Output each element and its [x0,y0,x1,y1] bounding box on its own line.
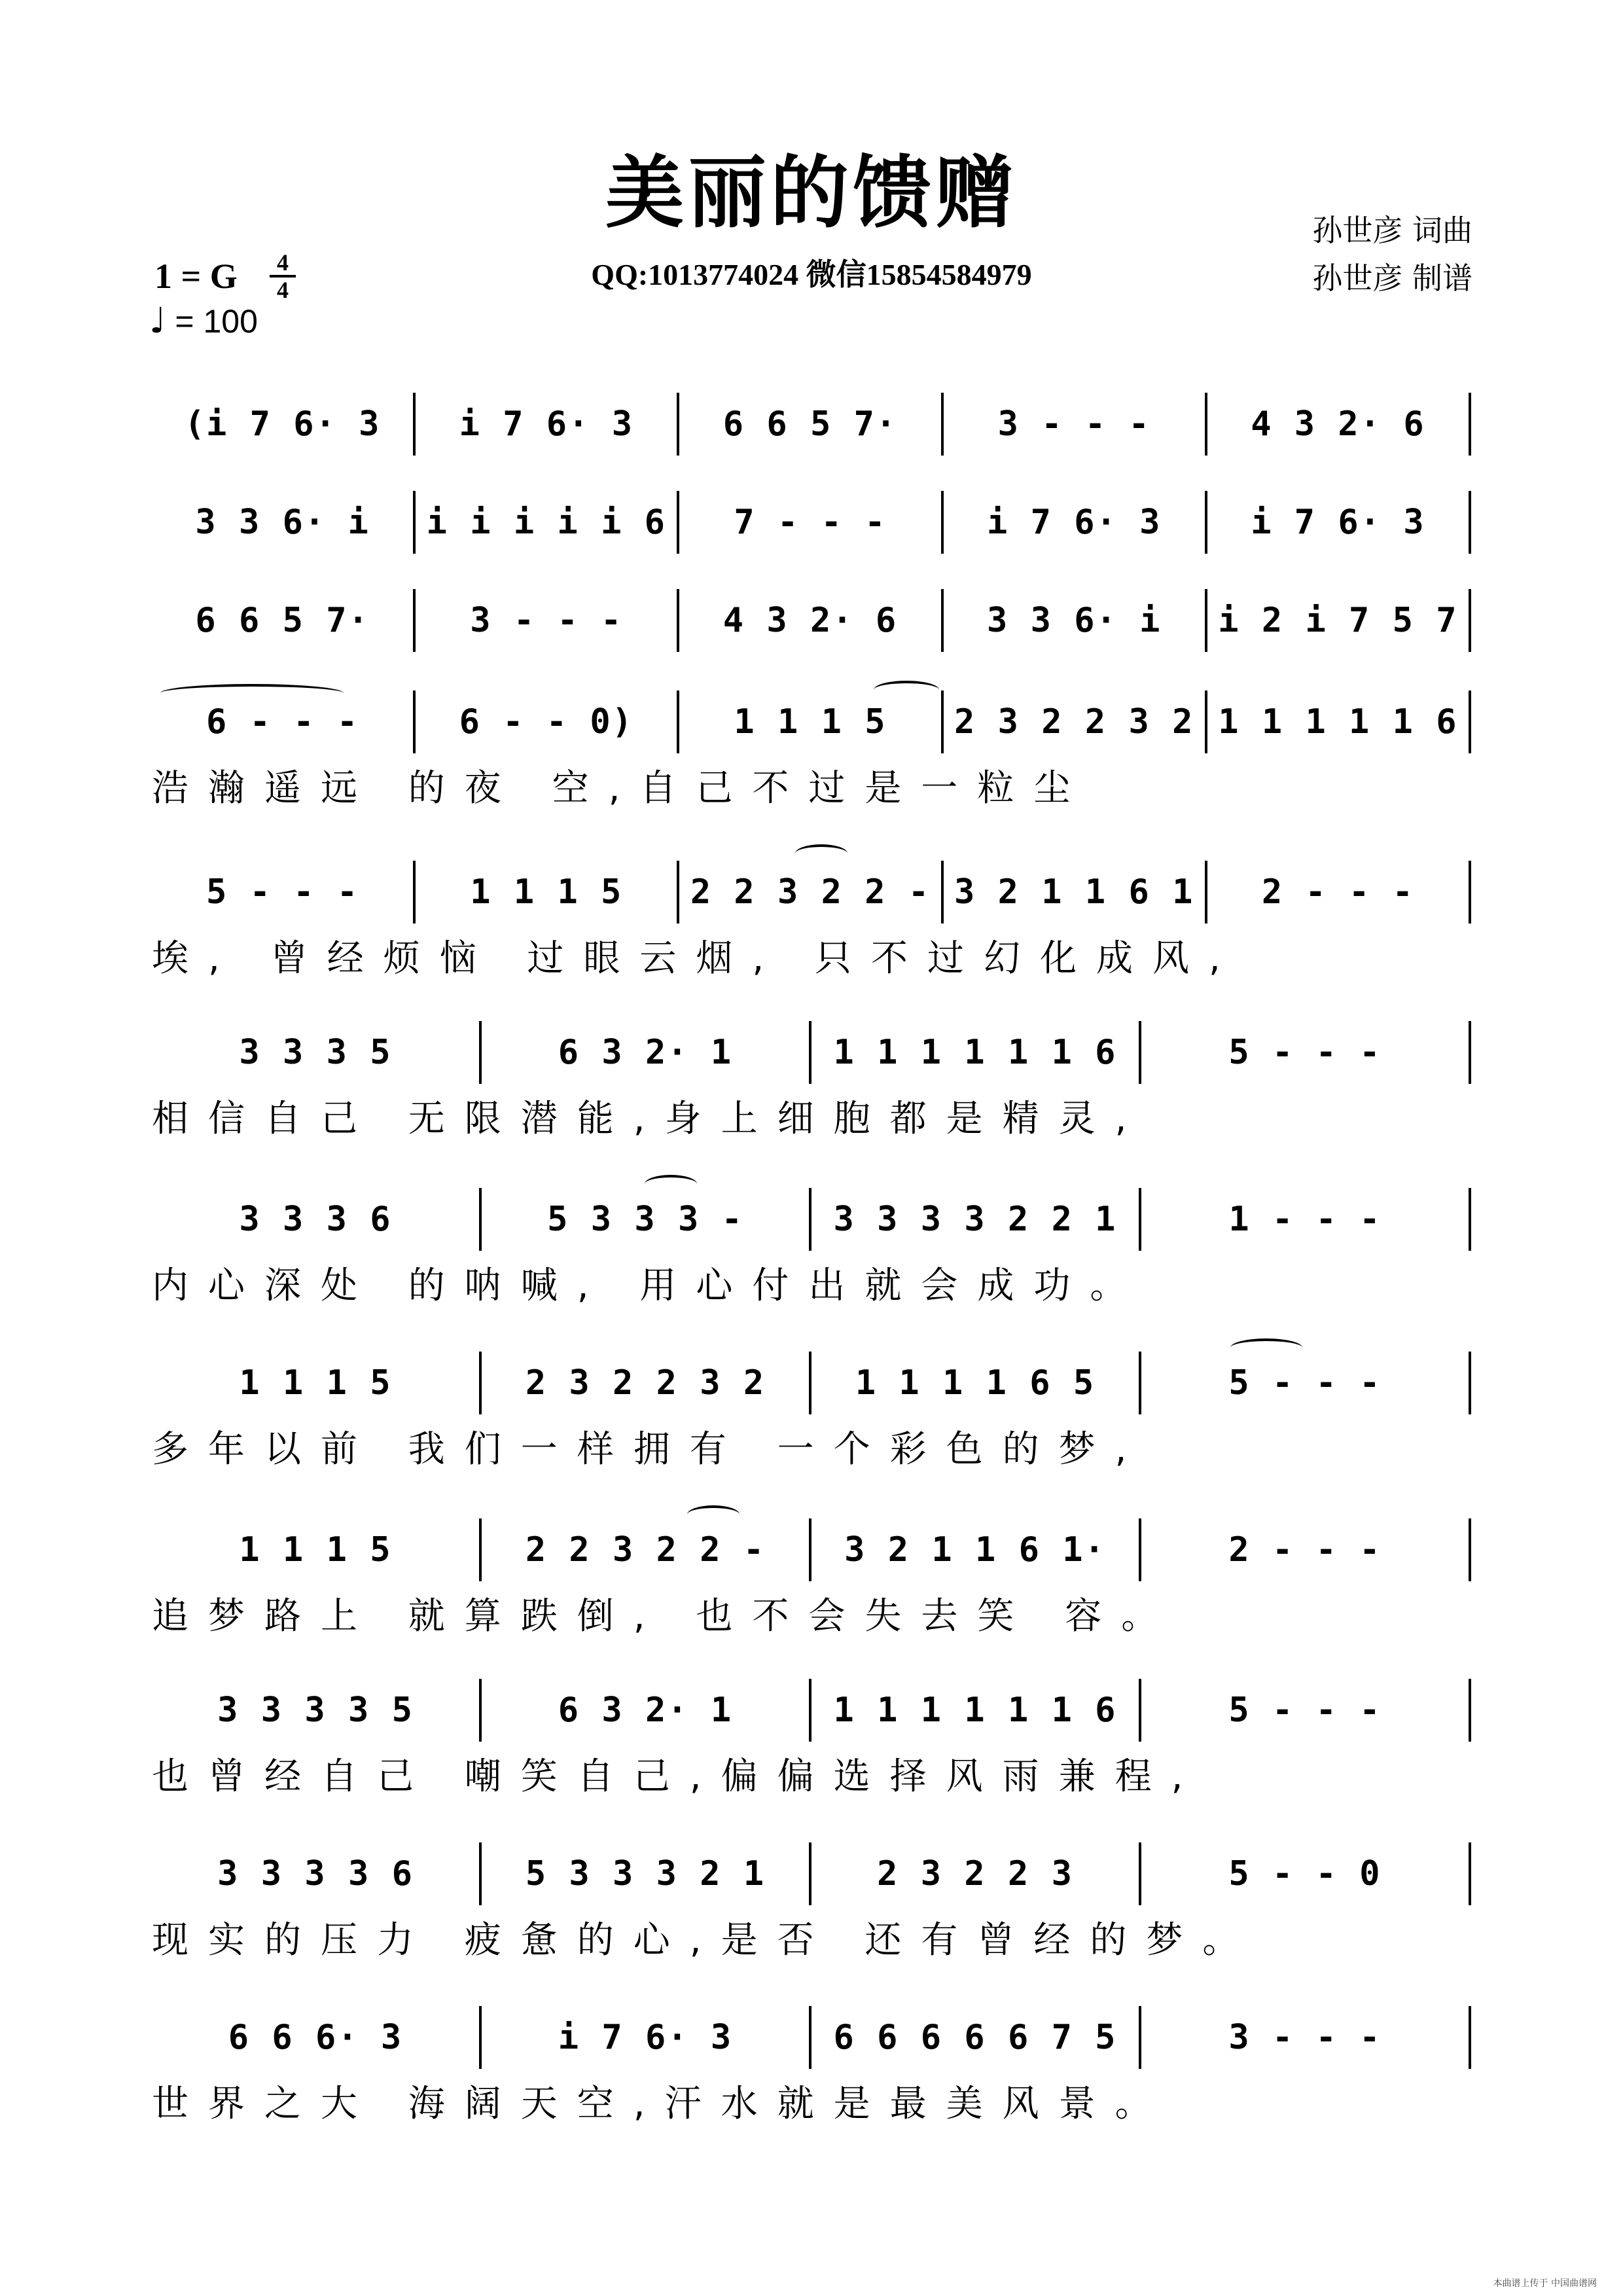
measure: 1 1 1 5 [416,861,679,924]
measure: 3 3 3 3 6 [152,1842,482,1905]
slur-mark [795,844,847,863]
measure: 2 - - - [1207,861,1471,924]
measure: 5 - - - [1141,1352,1471,1414]
measure: 3 3 6· i [152,491,416,554]
staff-line [152,393,1471,456]
measure: 3 3 3 6 [152,1188,482,1251]
staff-line [152,1352,1471,1414]
measure: 5 - - - [1141,1679,1471,1742]
measure: 2 3 2 2 3 2 [482,1352,812,1414]
measure: 2 2 3 2 2 - [679,861,943,924]
measure: 6 3 2· 1 [482,1679,812,1742]
footer-note: 本曲谱上传于 中国曲谱网 [1493,2278,1597,2289]
staff-line [152,1679,1471,1742]
slur-mark [160,684,344,702]
measure: 1 1 1 5 [679,691,943,753]
measure: 6 6 5 7· [679,393,943,456]
lyric-line: 相信自己 无限潜能,身上细胞都是精灵, [152,1098,1147,1140]
measure: 3 3 3 5 [152,1021,482,1084]
lyric-line: 现实的压力 疲惫的心,是否 还有曾经的梦。 [152,1919,1259,1962]
staff-line [152,491,1471,554]
lyric-line: 浩瀚遥远 的夜 空,自己不过是一粒尘 [152,767,1090,810]
key-signature: 1 = G [154,257,238,296]
measure: 6 3 2· 1 [482,1021,812,1084]
measure: 3 2 1 1 6 1 [944,861,1207,924]
slur-mark [687,1505,740,1524]
credit-notation: 孙世彦 制谱 [1312,260,1472,296]
measure: 4 3 2· 6 [679,589,943,652]
staff-line [152,1021,1471,1084]
slur-mark [645,1175,697,1193]
staff-line [152,1188,1471,1251]
measure: 6 - - - [152,691,416,753]
measure: 5 - - 0 [1141,1842,1471,1905]
time-signature [270,250,296,302]
measure: 2 3 2 2 3 2 [944,691,1207,753]
measure: 4 3 2· 6 [1207,393,1471,456]
measure: 3 - - - [944,393,1207,456]
measure: 1 1 1 1 6 5 [812,1352,1141,1414]
staff-line [152,861,1471,924]
measure: (i 7 6· 3 [152,393,416,456]
tempo-value: = 100 [175,303,258,340]
measure: i i i i i 6 [416,491,679,554]
slur-mark [874,681,939,699]
measure: 6 - - 0) [416,691,679,753]
staff-line [152,691,1471,753]
measure: 3 - - - [1141,2006,1471,2069]
measure: 5 3 3 3 2 1 [482,1842,812,1905]
measure: 1 - - - [1141,1188,1471,1251]
measure: 3 - - - [416,589,679,652]
measure: 2 2 3 2 2 - [482,1518,812,1581]
time-signature-top: 4 [270,250,296,278]
measure: 5 3 3 3 - [482,1188,812,1251]
measure: 3 3 3 3 5 [152,1679,482,1742]
time-signature-bottom: 4 [277,277,289,303]
measure: 3 2 1 1 6 1· [812,1518,1141,1581]
measure: 3 3 6· i [944,589,1207,652]
measure: i 7 6· 3 [1207,491,1471,554]
measure: 5 - - - [1141,1021,1471,1084]
measure: 3 3 3 3 2 2 1 [812,1188,1141,1251]
staff-line [152,2006,1471,2069]
measure: 6 6 6· 3 [152,2006,482,2069]
measure: 6 6 6 6 6 7 5 [812,2006,1141,2069]
quarter-note-icon: ♩ [149,300,166,341]
slur-mark [1230,1338,1302,1357]
measure: 2 3 2 2 3 [812,1842,1141,1905]
measure: i 7 6· 3 [944,491,1207,554]
measure: 1 1 1 1 1 1 6 [812,1021,1141,1084]
measure: 2 - - - [1141,1518,1471,1581]
lyric-line: 内心深处 的呐喊, 用心付出就会成功。 [152,1265,1147,1307]
measure: 6 6 5 7· [152,589,416,652]
credit-lyrics-music: 孙世彦 词曲 [1312,213,1472,248]
staff-line [152,1842,1471,1905]
measure: 1 1 1 5 [152,1518,482,1581]
lyric-line: 埃, 曾经烦恼 过眼云烟, 只不过幻化成风, [152,937,1240,980]
measure: 5 - - - [152,861,416,924]
staff-line [152,589,1471,652]
measure: 1 1 1 1 1 1 6 [812,1679,1141,1742]
lyric-line: 世界之大 海阔天空,汗水就是最美风景。 [152,2083,1171,2125]
lyric-line: 追梦路上 就算跌倒, 也不会失去笑 容。 [152,1595,1178,1638]
lyric-line: 多年以前 我们一样拥有 一个彩色的梦, [152,1428,1147,1471]
staff-line [152,1518,1471,1581]
measure: 1 1 1 1 1 6 [1207,691,1471,753]
contact-info: QQ:1013774024 微信15854584979 [591,258,1032,291]
lyric-line: 也曾经自己 嘲笑自己,偏偏选择风雨兼程, [152,1755,1203,1798]
measure: i 7 6· 3 [416,393,679,456]
measure: 1 1 1 5 [152,1352,482,1414]
measure: 7 - - - [679,491,943,554]
page-title: 美丽的馈赠 [605,147,1018,239]
tempo-marking [149,301,258,341]
measure: i 7 6· 3 [482,2006,812,2069]
measure: i 2 i 7 5 7 [1207,589,1471,652]
